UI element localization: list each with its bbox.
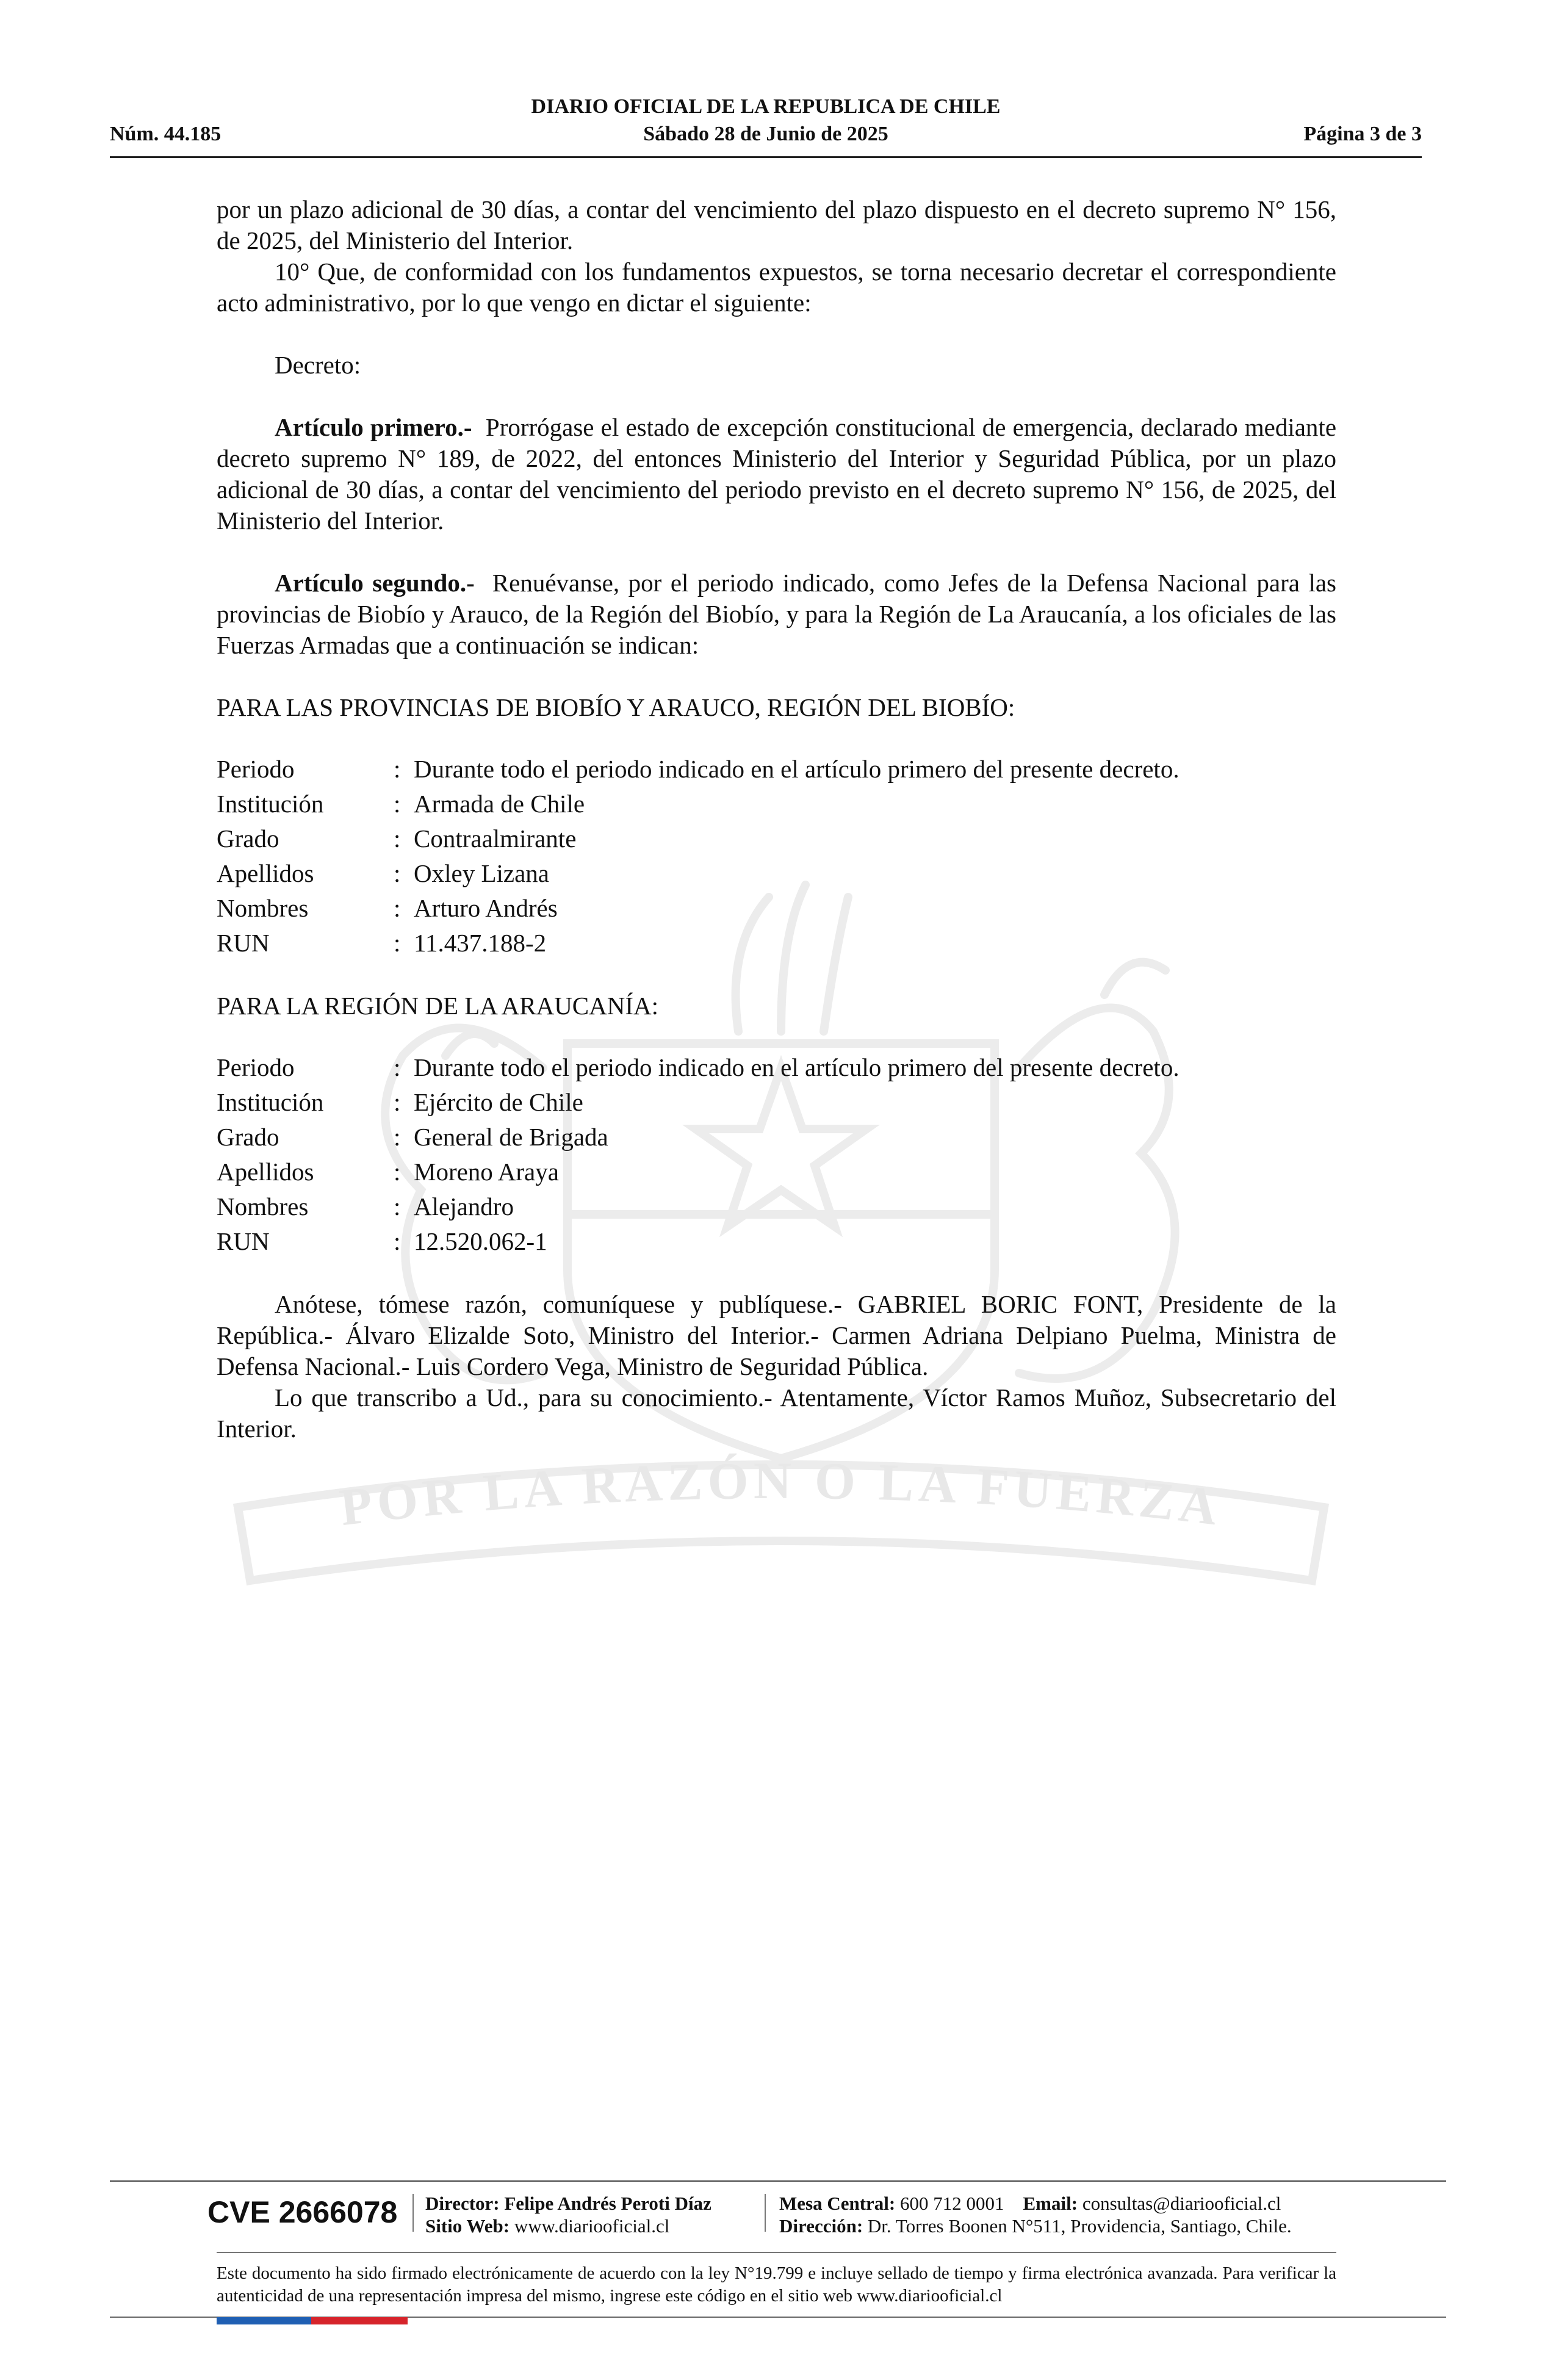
email-link[interactable]: consultas@diariooficial.cl [1082,2193,1281,2214]
article-first-text: Prorrógase el estado de excepción constitucional de emergencia, declarado mediante decreto supremo N° 189, de 2022, del entonces Ministerio del Interior y Seguridad Pública, por un plazo adicional de 30 días, a contar del vencimiento del periodo previsto en el decreto supremo N° 156, de 2025, del Ministerio del Interior. [217,413,1337,535]
row-colon: : [394,859,401,887]
row-value: 11.437.188-2 [414,929,547,957]
row-value: Contraalmirante [414,824,577,853]
flag-stripe-red [311,2317,408,2324]
row-label: Grado [217,1123,279,1151]
email-label: Email: [1023,2193,1078,2214]
row-value: Alejandro [414,1192,514,1221]
document-body [217,194,1336,1444]
table-row [217,856,1336,891]
footer-divider-mid [217,2252,1336,2253]
row-value: Armada de Chile [414,790,585,818]
section-araucania-table [217,1050,1336,1259]
table-row [217,1050,1336,1085]
watermark-motto: POR LA RAZÓN O LA FUERZA [336,1451,1226,1537]
director-value: Felipe Andrés Peroti Díaz [504,2193,711,2214]
row-label: Apellidos [217,859,314,887]
row-colon: : [394,1053,401,1081]
address-value: Dr. Torres Boonen N°511, Providencia, Santiago, Chile. [867,2215,1292,2237]
row-label: Nombres [217,894,309,922]
row-colon: : [394,755,401,783]
article-first [217,412,1336,536]
svg-text:POR LA RAZÓN O LA FUERZA [337,1451,1225,1537]
row-label: Institución [217,790,324,818]
flag-stripe-blue [217,2317,311,2324]
issue-date: Sábado 28 de Junio de 2025 [643,123,888,145]
row-label: Nombres [217,1192,309,1221]
header-divider [110,156,1422,158]
table-row [217,1120,1336,1155]
signature-note: Este documento ha sido firmado electrónicamente de acuerdo con la ley N°19.799 e incluye sellado de tiempo y firma electrónica avanzada. Para verificar la autenticidad de una representación impresa del mismo, ingrese este código en el sitio web www.diariooficial.cl [217,2263,1336,2306]
table-row [217,891,1336,926]
row-label: Grado [217,824,279,853]
article-second [217,568,1336,661]
web-label: Sitio Web: [425,2215,510,2237]
row-colon: : [394,929,401,957]
mesa-value: 600 712 0001 [900,2193,1004,2214]
table-row [217,821,1336,856]
article-first-heading: Artículo primero.- [275,413,472,441]
section-araucania-title: PARA LA REGIÓN DE LA ARAUCANÍA: [217,992,659,1020]
row-label: Apellidos [217,1158,314,1186]
section-biobio-table [217,752,1336,961]
decreto-label: Decreto: [275,351,361,379]
table-row [217,1189,1336,1224]
row-value: General de Brigada [414,1123,608,1151]
footer-separator [412,2194,414,2232]
row-value: Durante todo el periodo indicado en el artículo primero del presente decreto. [414,755,1180,783]
row-colon: : [394,1158,401,1186]
footer-director-block [425,2192,711,2237]
paragraph-considerando-10: 10° Que, de conformidad con los fundamentos expuestos, se torna necesario decretar el correspondiente acto administrativo, por lo que vengo en dictar el siguiente: [217,258,1336,317]
paragraph-continuation: por un plazo adicional de 30 días, a contar del vencimiento del plazo dispuesto en el decreto supremo N° 156, de 2025, del Ministerio del Interior. [217,195,1336,254]
newspaper-title: DIARIO OFICIAL DE LA REPUBLICA DE CHILE [531,95,1001,118]
address-label: Dirección: [779,2215,863,2237]
row-colon: : [394,894,401,922]
row-colon: : [394,790,401,818]
article-second-text: Renuévanse, por el periodo indicado, como Jefes de la Defensa Nacional para las provincias de Biobío y Arauco, de la Región del Biobío, y para la Región de La Araucanía, a los oficiales de las Fuerzas Armadas que a continuación se indican: [217,569,1336,659]
row-label: Periodo [217,755,295,783]
row-value: Ejército de Chile [414,1088,583,1116]
row-label: RUN [217,929,270,957]
row-colon: : [394,1227,401,1255]
cve-code: CVE 2666078 [207,2195,398,2229]
row-colon: : [394,1192,401,1221]
closing-signatures: Anótese, tómese razón, comuníquese y publíquese.- GABRIEL BORIC FONT, Presidente de la República.- Álvaro Elizalde Soto, Ministro del Interior.- Carmen Adriana Delpiano Puelma, Ministra de Defensa Nacional.- Luis Cordero Vega, Ministro de Seguridad Pública. [217,1290,1336,1380]
row-value: Arturo Andrés [414,894,558,922]
row-value: Durante todo el periodo indicado en el artículo primero del presente decreto. [414,1053,1180,1081]
row-colon: : [394,824,401,853]
row-value: Moreno Araya [414,1158,559,1186]
section-biobio-title: PARA LAS PROVINCIAS DE BIOBÍO Y ARAUCO, REGIÓN DEL BIOBÍO: [217,693,1015,721]
table-row [217,752,1336,787]
table-row [217,1155,1336,1189]
page-indicator: Página 3 de 3 [1303,123,1422,145]
table-row [217,787,1336,821]
header-row [110,123,1422,150]
footer-contact-block [779,2192,1292,2237]
article-second-heading: Artículo segundo.- [275,569,475,597]
closing-transcription: Lo que transcribo a Ud., para su conocimiento.- Atentamente, Víctor Ramos Muñoz, Subsecretario del Interior. [217,1383,1336,1443]
footer-divider-top [110,2180,1446,2182]
director-label: Director: [425,2193,500,2214]
footer-separator [765,2194,766,2232]
mesa-label: Mesa Central: [779,2193,896,2214]
row-value: Oxley Lizana [414,859,549,887]
table-row [217,1085,1336,1120]
row-label: RUN [217,1227,270,1255]
row-label: Periodo [217,1053,295,1081]
table-row [217,926,1336,961]
row-colon: : [394,1123,401,1151]
web-link[interactable]: www.diariooficial.cl [514,2215,670,2237]
table-row [217,1224,1336,1259]
issue-number: Núm. 44.185 [110,123,222,145]
row-value: 12.520.062-1 [414,1227,547,1255]
row-colon: : [394,1088,401,1116]
row-label: Institución [217,1088,324,1116]
